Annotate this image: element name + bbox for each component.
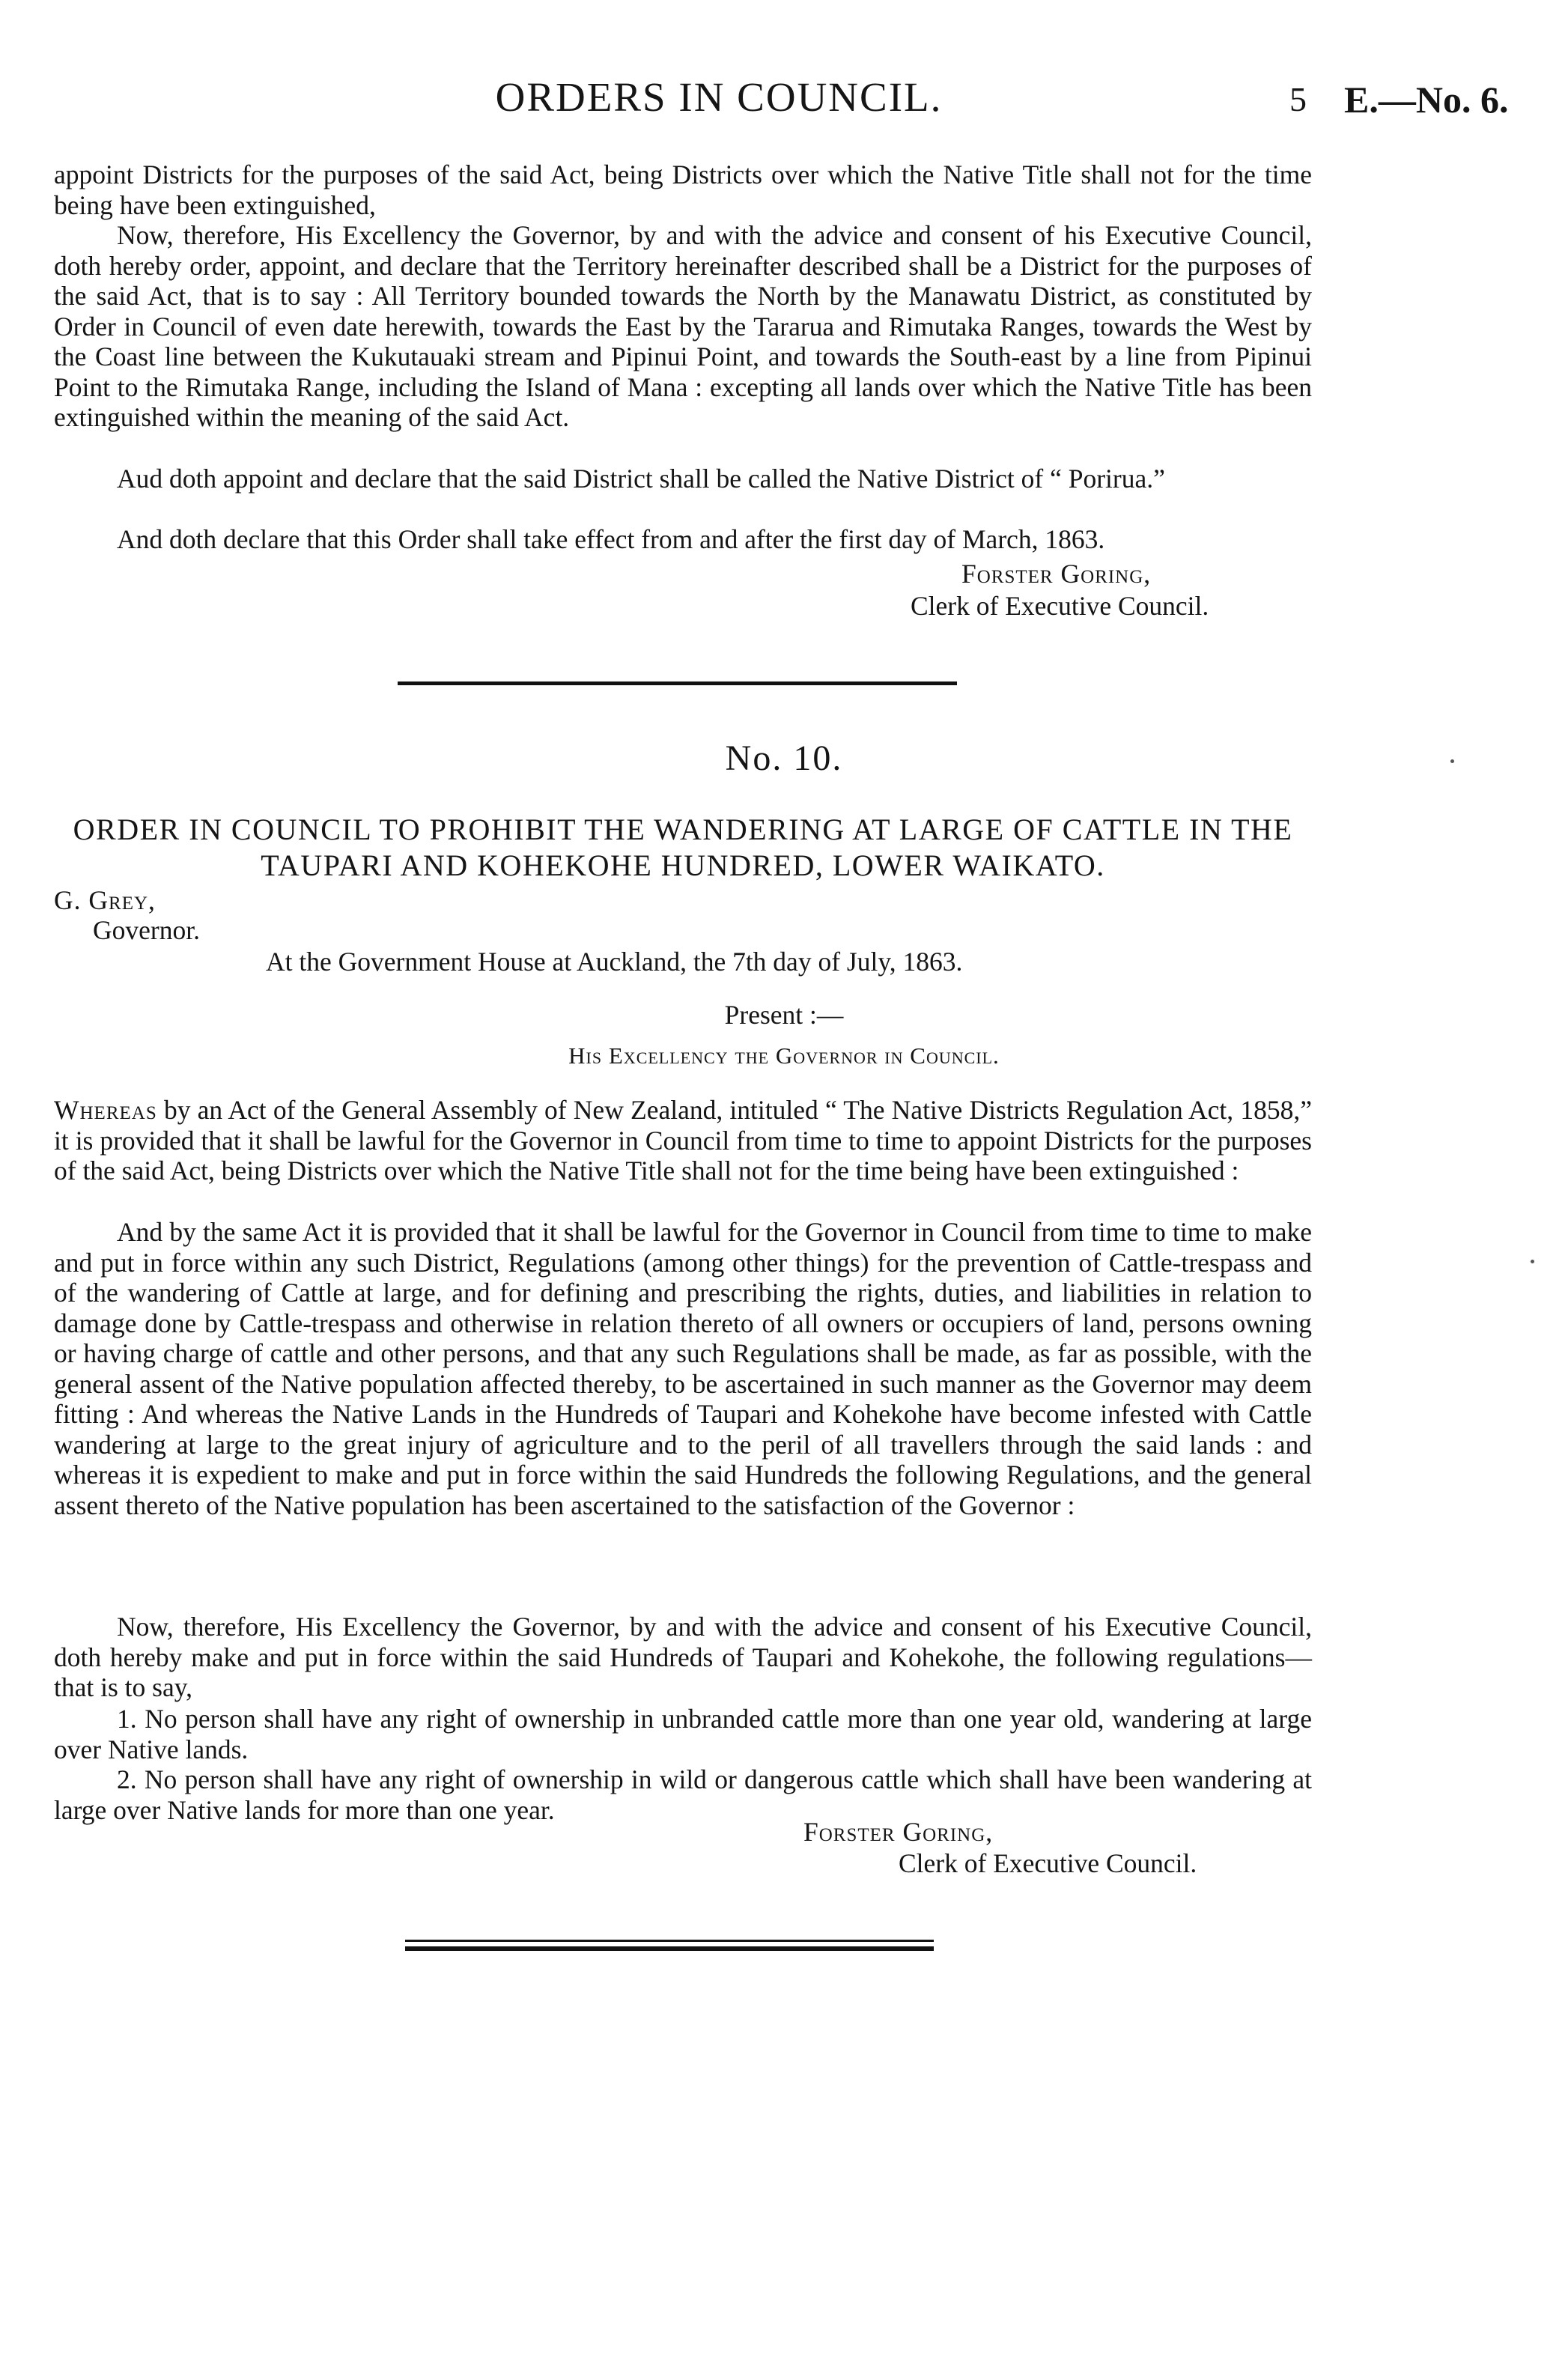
order10-signatory-title: Clerk of Executive Council.: [899, 1848, 1197, 1878]
whereas-word: Whereas: [54, 1095, 157, 1125]
paper-speck: [1450, 759, 1454, 763]
order10-number-heading: No. 10.: [725, 738, 843, 778]
order9-paragraph-1: appoint Districts for the purposes of the said Act, being Districts over which the Native Title shall not for the time being have been extinguished,: [54, 160, 1312, 220]
regulation-1: 1. No person shall have any right of ownership in unbranded cattle more than one year old, wandering at large over Native lands.: [54, 1704, 1312, 1764]
order10-title: ORDER IN COUNCIL TO PROHIBIT THE WANDERING AT LARGE OF CATTLE IN THE TAUPARI AND KOHEKOHE HUNDRED, LOWER WAIKATO.: [73, 813, 1293, 882]
order9-paragraph-2: Now, therefore, His Excellency the Governor, by and with the advice and consent of his Executive Council, doth hereby order, appoint, and declare that the Territory hereinafter described shall be a District for the purposes of the said Act, that is to say : All Territory bounded towards the North by the Manawatu District, as constituted by Order in Council of even date herewith, towards the East by the Tararua and Rimutaka Ranges, towards the West by the Coast line between the Kukutauaki stream and Pipinui Point, and towards the South-east by a line from Pipinui Point to the Rimutaka Range, including the Island of Mana : excepting all lands over which the Native Title has been extinguished within the meaning of the said Act.: [54, 220, 1312, 432]
order9-paragraph-4: And doth declare that this Order shall take effect from and after the first day of March, 1863.: [117, 524, 1105, 554]
governor-title: Governor.: [93, 915, 200, 945]
order10-signatory-name: Forster Goring,: [803, 1817, 994, 1847]
regulation-2: 2. No person shall have any right of ownership in wild or dangerous cattle which shall have been wandering at large over Native lands for more than one year.: [54, 1764, 1312, 1825]
governor-name: G. Grey,: [54, 885, 156, 915]
running-header-title: ORDERS IN COUNCIL.: [495, 74, 943, 120]
order9-signatory-name: Forster Goring,: [961, 559, 1152, 589]
order9-paragraph-3: Aud doth appoint and declare that the said District shall be called the Native District of “ Porirua.”: [117, 464, 1165, 494]
order10-paragraph-3: Now, therefore, His Excellency the Governor, by and with the advice and consent of his Executive Council, doth hereby make and put in force within the said Hundreds of Taupari and Kohekohe, the following regulations—that is to say,: [54, 1612, 1312, 1702]
order10-paragraph-2: And by the same Act it is provided that it shall be lawful for the Governor in Council from time to time to make and put in force within any such District, Regulations (among other things) for the prevention of Cattle-trespass and of the wandering of Cattle at large, and for defining and prescribing the rights, duties, and liabilities in relation to damage done by Cattle-trespass and otherwise in relation thereto of all owners or occupiers of land, persons owning or having charge of cattle and other persons, and that any such Regulations shall be made, as far as possible, with the general assent of the Native population affected thereby, to be ascertained in such manner as the Governor may deem fitting : And whereas the Native Lands in the Hundreds of Taupari and Kohekohe have become infested with Cattle wandering at large to the great injury of agriculture and to the peril of all travellers through the said lands : and whereas it is expedient to make and put in force within the said Hundreds the following Regulations, and the general assent thereto of the Native population has been ascertained to the satisfaction of the Governor :: [54, 1217, 1312, 1520]
page-number: 5: [1289, 80, 1307, 118]
section-divider-rule: [398, 681, 957, 685]
order9-signatory-title: Clerk of Executive Council.: [911, 591, 1209, 621]
end-rule-top: [405, 1940, 934, 1942]
present-attendees: His Excellency the Governor in Council.: [568, 1042, 1000, 1069]
order10-whereas-paragraph: [54, 1095, 1312, 1186]
document-reference: E.—No. 6.: [1344, 79, 1509, 121]
order10-place-date: At the Government House at Auckland, the 7th day of July, 1863.: [266, 947, 963, 977]
present-label: Present :—: [724, 1000, 844, 1030]
end-rule-bottom: [405, 1946, 934, 1951]
paper-speck: [1531, 1260, 1534, 1263]
order10-paragraph-1: by an Act of the General Assembly of New Zealand, intituled “ The Native Districts Regulation Act, 1858,” it is provided that it shall be lawful for the Governor in Council from time to time to appoint Districts for the purposes of the said Act, being Districts over which the Native Title shall not for the time being have been extinguished :: [54, 1095, 1312, 1186]
